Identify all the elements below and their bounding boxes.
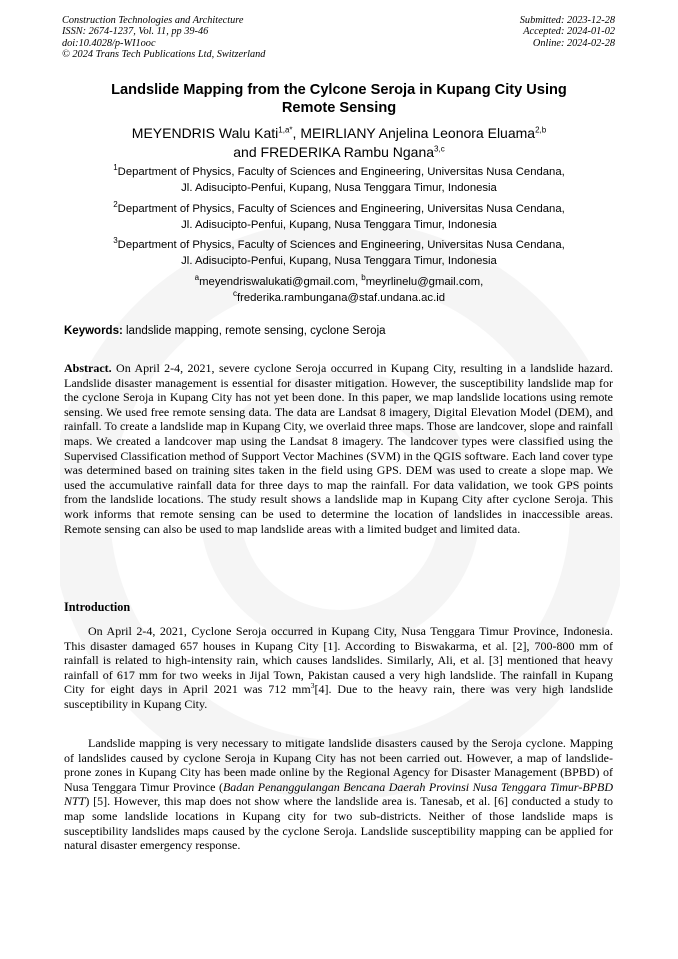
intro-p2-text-b: ) [5]. However, this map does not show where the landslide area is. Tanesab, et al. [6] conducted a study to map some landslide locations in Kupang city for two sub-districts. Neither of those landslide maps is susceptibility landslides maps caused by the cyclone Seroja. Landslide susceptibility mapping can be applied for natural disaster emergency response. [64,794,613,853]
journal-name: Construction Technologies and Architecture [62,15,244,26]
affiliation-3-line-2: Jl. Adisucipto-Penfui, Kupang, Nusa Tenggara Timur, Indonesia [181,254,497,267]
intro-p1-text-b: [4]. Due to the heavy rain, there was very high landslide susceptibility in Kupang City. [64,682,613,711]
author-emails [50,275,628,306]
email-b[interactable]: meyrlinelu@gmail.com, [365,276,484,288]
author-3-sup: 3,c [434,144,445,154]
author-list [40,124,638,162]
publication-dates [520,15,615,49]
email-a-sup: a [194,273,200,283]
section-heading-introduction: Introduction [64,600,131,614]
title-line-1: Landslide Mapping from the Cylcone Seroja in Kupang City Using [111,82,567,98]
keywords-text: landslide mapping, remote sensing, cyclone Seroja [122,325,386,337]
author-1-sup: 1,a* [278,125,293,135]
keywords [64,324,614,339]
affiliation-1 [50,165,628,196]
email-c-sup: c [232,288,237,298]
affiliation-3-sup: 3 [113,236,118,246]
paper-title [40,81,638,117]
affiliation-2-line-1: Department of Physics, Faculty of Sciences and Engineering, Universitas Nusa Cendana, [117,203,565,215]
email-b-sup: b [361,273,366,283]
online-date: Online: 2024-02-28 [532,37,615,49]
affiliation-3-line-1: Department of Physics, Faculty of Sciences and Engineering, Universitas Nusa Cendana, [117,239,565,251]
affiliation-2-sup: 2 [113,200,118,210]
affiliation-2 [50,202,628,233]
author-1-name: MEYENDRIS Walu Kati [131,125,279,141]
issn-line: ISSN: 2674-1237, Vol. 11, pp 39-46 [62,26,209,38]
affiliation-1-line-2: Jl. Adisucipto-Penfui, Kupang, Nusa Tenggara Timur, Indonesia [181,181,497,194]
affiliation-2-line-2: Jl. Adisucipto-Penfui, Kupang, Nusa Tenggara Timur, Indonesia [181,218,497,231]
abstract-text: On April 2-4, 2021, severe cyclone Seroja occurred in Kupang City, resulting in a landslide hazard. Landslide disaster management is essential for disaster mitigation. However, the susceptibility landslide map for the cyclone Seroja in Kupang City has not yet been done. In this paper, we map landslide locations using remote sensing. We used free remote sensing data. The data are Landsat 8 imagery, Digital Elevation Model (DEM), and rainfall. To create a landslide map in Kupang City, we overlaid three maps. Those are landcover, slope and rainfall maps. We created a landcover map using the Landsat 8 imagery. The landcover types were classified using the Supervised Classification method of Support Vector Machines (SVM) in the QGIS software. Each land cover type was determined based on training sites taken in the field using GPS. DEM was used to create a slope map. We used the accumulative rainfall data for three days to map the rainfall. For data validation, we took GPS points from the landslide locations. The study result shows a landslide map in Kupang City after cyclone Seroja. This work informs that remote sensing can be used to determine the location of landslides in inaccessible areas. Remote sensing can also be used to map landslide areas with a limited budget and limited data. [64,361,613,536]
affiliation-1-sup: 1 [113,163,118,173]
affiliation-3 [50,238,628,269]
keywords-label: Keywords: [64,325,123,337]
author-3-name: FREDERIKA Rambu Ngana [260,144,435,160]
author-separator: , [292,125,301,141]
intro-p1-superscript: 3 [310,681,315,691]
author-and: and [233,144,261,160]
journal-info [62,15,265,60]
doi-line: doi:10.4028/p-WI1ooc [62,37,156,49]
author-2-sup: 2,b [535,125,547,135]
intro-p1-text-a: On April 2-4, 2021, Cyclone Seroja occurred in Kupang City, Nusa Tenggara Timur Province, Indonesia. This disaster damaged 657 houses in Kupang City [1]. According to Biswakarma, et al. [2], 700-800 mm of rainfall is related to high-intensity rain, which causes landslides. Similarly, Ali, et al. [3] mentioned that heavy rainfall of 617 mm for two weeks in Jijal Town, Pakistan caused a very high landslide. The rainfall in Kupang City for eight days in April 2021 was 712 mm [64,624,613,697]
abstract [64,361,613,536]
email-c[interactable]: frederika.rambungana@staf.undana.ac.id [236,291,446,304]
affiliation-1-line-1: Department of Physics, Faculty of Sciences and Engineering, Universitas Nusa Cendana, [117,166,565,178]
email-a[interactable]: meyendriswalukati@gmail.com, [199,276,362,288]
copyright-line: © 2024 Trans Tech Publications Ltd, Switzerland [62,48,266,60]
author-2-name: MEIRLIANY Anjelina Leonora Eluama [300,125,536,141]
submitted-date: Submitted: 2023-12-28 [519,15,615,26]
intro-p2-text-a: Landslide mapping is very necessary to mitigate landslide disasters caused by the Seroja cyclone. Mapping of landslides caused by cyclone Seroja in Kupang City has not been carried out. However, a map of landslide-prone zones in Kupang City has been made online by the Regional Agency for Disaster Management (BPBD) of Nusa Tenggara Timur Province ( [64,736,613,794]
intro-p2-italic: Badan Penanggulangan Bencana Daerah Provinsi Nusa Tenggara Timur-BPBD NTT [64,779,613,809]
abstract-label: Abstract. [64,361,112,375]
accepted-date: Accepted: 2024-01-02 [523,26,615,38]
title-line-2: Remote Sensing [281,100,397,116]
introduction-paragraph-1 [64,624,613,712]
introduction-paragraph-2 [64,736,613,853]
